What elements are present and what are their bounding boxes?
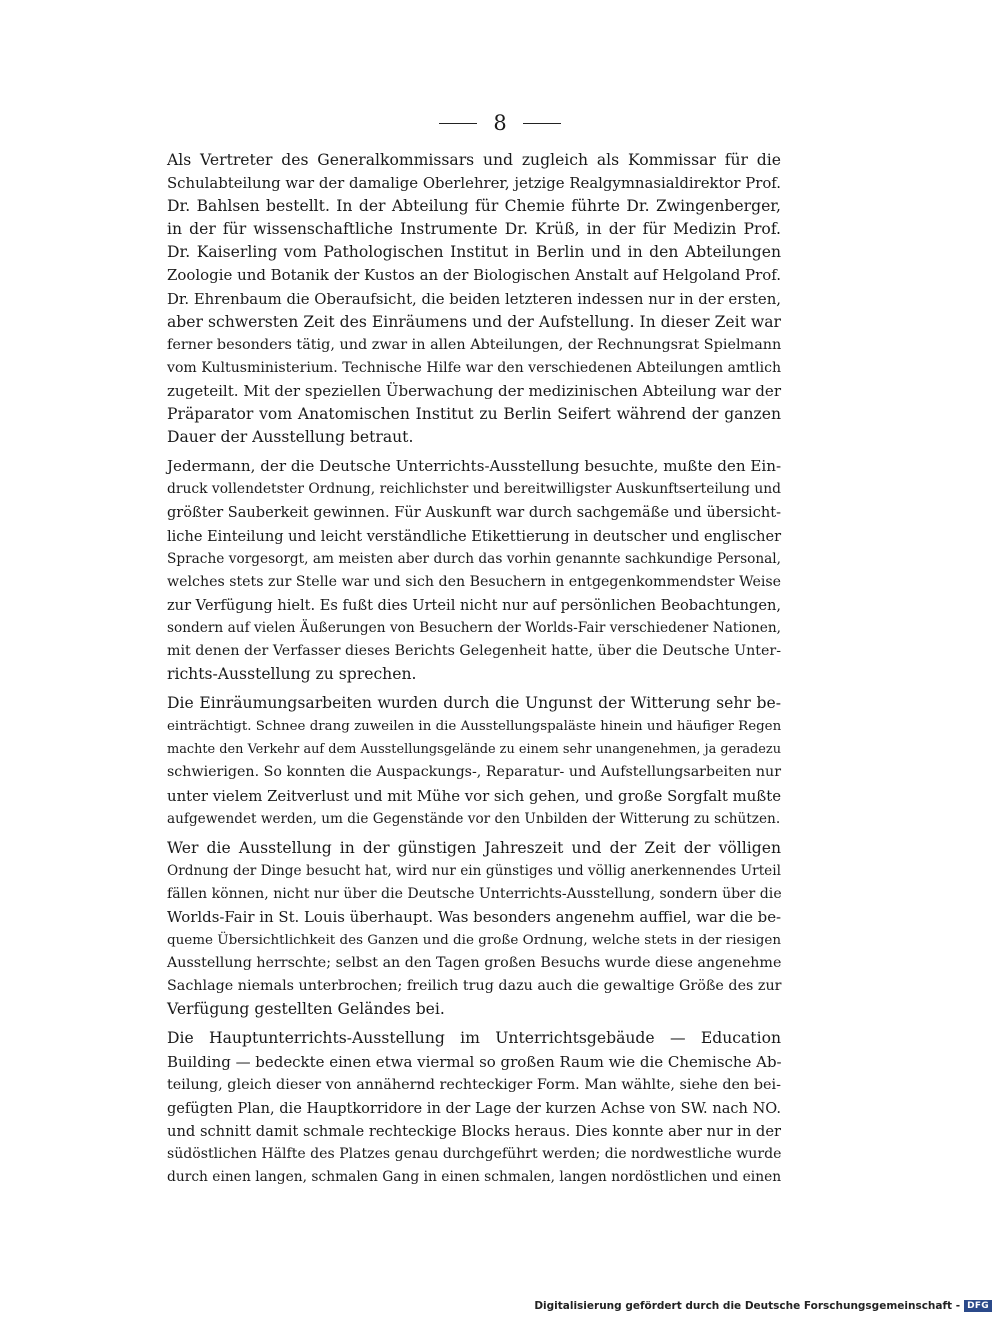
text-line: Dr. Ehrenbaum die Oberaufsicht, die beiden letzteren indessen nur in der ersten, — [167, 289, 781, 308]
text-line: Jedermann, der die Deutsche Unterrichts-Ausstellung besuchte, mußte den Ein- — [167, 457, 782, 476]
page-number: 8 — [493, 111, 507, 135]
page-header — [0, 112, 1000, 134]
paragraph — [167, 455, 781, 686]
text-line: Ausstellung herrschte; selbst an den Tagen großen Besuchs wurde diese angenehme — [167, 955, 782, 972]
text-line: und schnitt damit schmale rechteckige Blocks heraus. Dies konnte aber nur in der — [167, 1122, 781, 1140]
text-line: unter vielem Zeitverlust und mit Mühe vor sich gehen, und große Sorgfalt mußte — [167, 786, 781, 805]
text-line: druck vollendetster Ordnung, reichlichster und bereitwilligster Auskunftserteilung und — [167, 481, 781, 498]
text-line: queme Übersichtlichkeit des Ganzen und die große Ordnung, welche stets in der riesigen — [167, 932, 781, 949]
text-line: gefügten Plan, die Hauptkorridore in der Lage der kurzen Achse von SW. nach NO. — [167, 1099, 781, 1117]
text-line: Die Einräumungsarbeiten wurden durch die Ungunst der Witterung sehr be- — [167, 694, 781, 713]
text-line: Sachlage niemals unterbrochen; freilich trug dazu auch die gewaltige Größe des zur — [167, 978, 782, 995]
text-line: südöstlichen Hälfte des Platzes genau durchgeführt werden; die nordwestliche wurde — [167, 1145, 782, 1162]
text-line: Schulabteilung war der damalige Oberlehrer, jetzige Realgymnasialdirektor Prof. — [167, 174, 781, 193]
text-line: Sprache vorgesorgt, am meisten aber durch das vorhin genannte sachkundige Personal, — [167, 550, 781, 567]
text-line: zugeteilt. Mit der speziellen Überwachung der medizinischen Abteilung war der — [167, 381, 782, 400]
text-line: zur Verfügung hielt. Es fußt dies Urteil nicht nur auf persönlichen Beobachtungen, — [167, 596, 781, 614]
text-line: welches stets zur Stelle war und sich den Besuchern in entgegenkommendster Weise — [167, 573, 781, 590]
text-line: Ordnung der Dinge besucht hat, wird nur ein günstiges und völlig anerkennendes Urteil — [167, 862, 781, 879]
text-line: einträchtigt. Schnee drang zuweilen in die Ausstellungspaläste hinein und häufiger Regen — [167, 719, 782, 735]
paragraph — [167, 149, 781, 449]
text-line: Verfügung gestellten Geländes bei. — [167, 1000, 445, 1019]
text-line: schwierigen. So konnten die Auspackungs-, Reparatur- und Aufstellungsarbeiten nur — [167, 764, 781, 781]
header-rule-right — [523, 123, 561, 124]
text-line: Wer die Ausstellung in der günstigen Jahreszeit und der Zeit der völligen — [167, 838, 781, 857]
text-line: Worlds-Fair in St. Louis überhaupt. Was besonders angenehm auffiel, war die be- — [167, 908, 782, 926]
text-line: fällen können, nicht nur über die Deutsche Unterrichts-Ausstellung, sondern über die — [167, 885, 782, 902]
text-line: richts-Ausstellung zu sprechen. — [167, 665, 417, 684]
text-line: Building — bedeckte einen etwa viermal so großen Raum wie die Chemische Ab- — [167, 1052, 782, 1071]
text-line: durch einen langen, schmalen Gang in einen schmalen, langen nordöstlichen und einen — [167, 1169, 782, 1186]
text-line: ferner besonders tätig, und zwar in allen Abteilungen, der Rechnungsrat Spielmann — [167, 336, 782, 353]
dfg-logo-icon: DFG — [964, 1300, 992, 1312]
text-line: sondern auf vielen Äußerungen von Besuchern der Worlds-Fair verschiedener Nationen, — [167, 619, 781, 636]
paragraph — [167, 837, 781, 1022]
text-line: Präparator vom Anatomischen Institut zu Berlin Seifert während der ganzen — [167, 405, 781, 424]
text-line: Dauer der Ausstellung betraut. — [167, 428, 414, 447]
text-line: Die Hauptunterrichts-Ausstellung im Unterrichtsgebäude — Education — [167, 1029, 781, 1048]
footer-credit-text: Digitalisierung gefördert durch die Deutsche Forschungsgemeinschaft - — [534, 1300, 961, 1312]
header-rule-left — [439, 123, 477, 124]
body-text — [167, 149, 781, 1195]
text-line: liche Einteilung und leicht verständliche Etikettierung in deutscher und englischer — [167, 527, 782, 545]
text-line: aufgewendet werden, um die Gegenstände vor den Unbilden der Witterung zu schützen. — [167, 810, 781, 827]
text-line: vom Kultusministerium. Technische Hilfe war den verschiedenen Abteilungen amtlich — [167, 359, 782, 376]
paragraph — [167, 692, 781, 831]
text-line: Dr. Bahlsen bestellt. In der Abteilung für Chemie führte Dr. Zwingenberger, — [167, 197, 781, 216]
text-line: machte den Verkehr auf dem Ausstellungsgelände zu einem sehr unangenehmen, ja geradezu — [167, 742, 781, 758]
text-line: in der für wissenschaftliche Instrumente Dr. Krüß, in der für Medizin Prof. — [167, 220, 781, 239]
text-line: teilung, gleich dieser von annähernd rechteckiger Form. Man wählte, siehe den bei- — [167, 1076, 781, 1093]
text-line: mit denen der Verfasser dieses Berichts Gelegenheit hatte, über die Deutsche Unter- — [167, 642, 781, 659]
paragraph — [167, 1027, 781, 1189]
text-line: Dr. Kaiserling vom Pathologischen Institut in Berlin und in den Abteilungen — [167, 243, 781, 262]
text-line: größter Sauberkeit gewinnen. Für Auskunft war durch sachgemäße und übersicht- — [167, 504, 781, 522]
text-line: Als Vertreter des Generalkommissars und zugleich als Kommissar für die — [167, 151, 781, 169]
text-line: aber schwersten Zeit des Einräumens und der Aufstellung. In dieser Zeit war — [167, 312, 781, 331]
footer-credit — [534, 1300, 992, 1312]
text-line: Zoologie und Botanik der Kustos an der Biologischen Anstalt auf Helgoland Prof. — [167, 266, 781, 285]
